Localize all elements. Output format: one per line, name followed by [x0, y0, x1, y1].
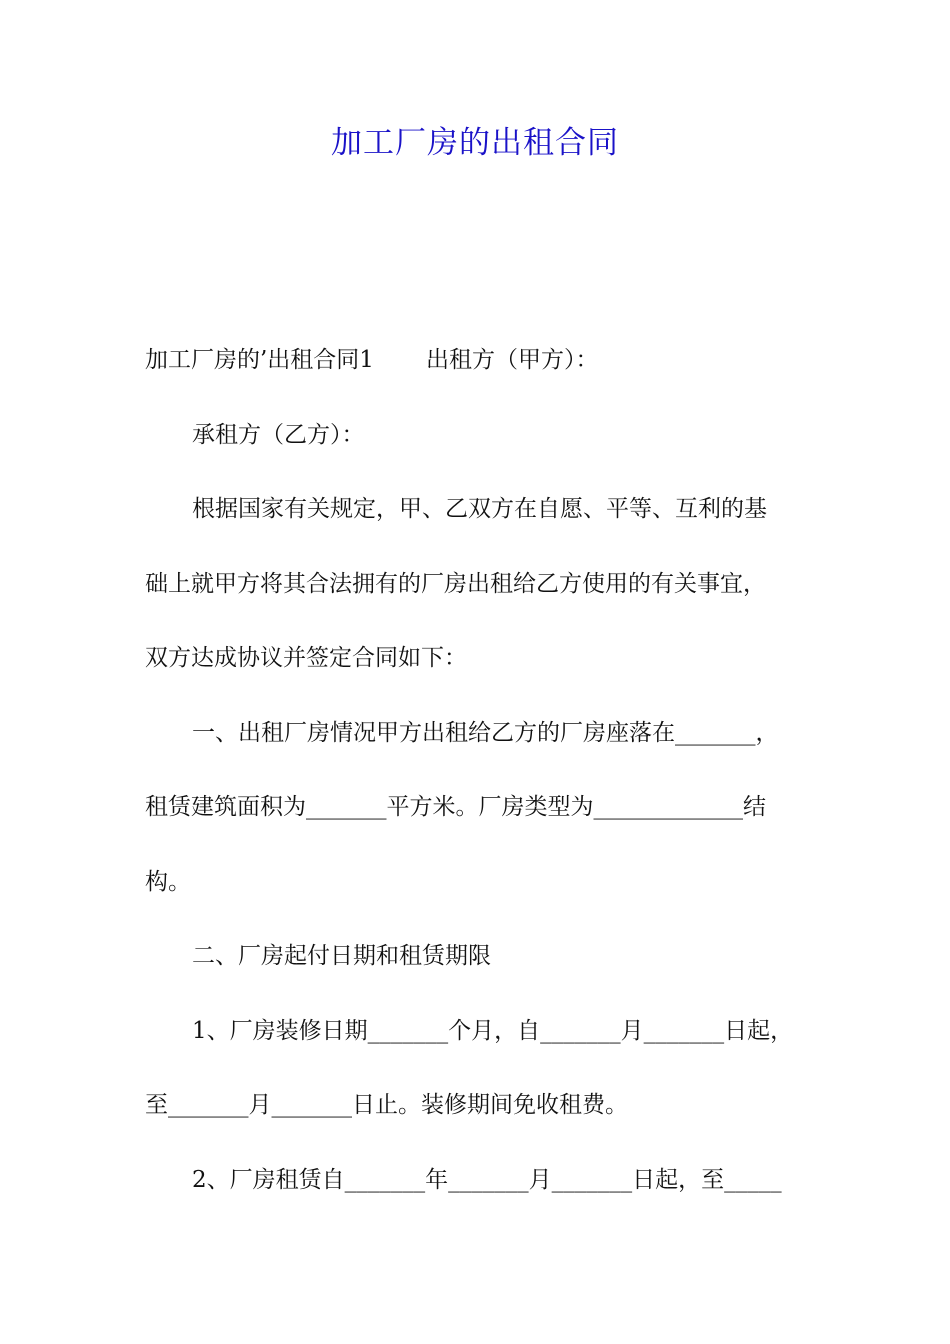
clause-one-line: 构。 — [145, 868, 191, 895]
clause-two-item-1: 至_______月_______日止。装修期间免收租费。 — [145, 1092, 628, 1118]
document-title: 加工厂房的出租合同 — [331, 125, 619, 161]
clause-one-line: 租赁建筑面积为_______平方米。厂房类型为_____________结 — [145, 794, 766, 820]
preamble-line: 础上就甲方将其合法拥有的厂房出租给乙方使用的有关事宜， — [145, 570, 766, 597]
preamble-line: 根据国家有关规定，甲、乙双方在自愿、平等、互利的基 — [192, 496, 767, 522]
document-body — [145, 335, 825, 1229]
preamble-line: 双方达成协议并签定合同如下： — [145, 645, 467, 671]
clause-two-heading: 二、厂房起付日期和租赁期限 — [192, 943, 491, 969]
lessor-label: 出租方（甲方）： — [425, 347, 599, 373]
clause-two-item-2: 2、厂房租赁自_______年_______月_______日起，至_____ — [192, 1166, 782, 1193]
contract-number-label: 加工厂房的’出租合同1 — [145, 347, 374, 373]
clause-one-line: 一、出租厂房情况甲方出租给乙方的厂房座落在_______， — [192, 719, 779, 746]
lessee-label: 承租方（乙方）： — [192, 421, 365, 448]
clause-two-item-1: 1、厂房装修日期_______个月，自_______月_______日起， — [192, 1017, 794, 1044]
paragraph-line-heading — [145, 335, 825, 410]
